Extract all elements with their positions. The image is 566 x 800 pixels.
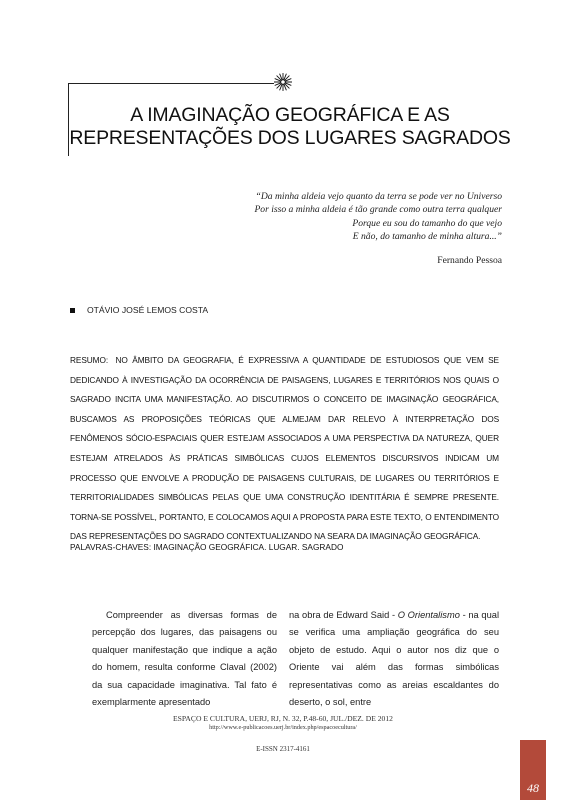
square-bullet-icon (70, 308, 75, 313)
sun-star-icon (274, 73, 292, 91)
footer-issn: E-ISSN 2317-4161 (256, 745, 310, 753)
body-column-left: Compreender as diversas formas de percepção dos lugares, das paisagens ou qualquer manifestação que indique a ação do homem, resulta conforme Claval (2002) da sua capacidade imaginativa. Tal fato é exemplarmente apresentado (92, 610, 277, 708)
book-title: O Orientalismo (397, 610, 460, 620)
body-right-text: na obra de Edward Said - (289, 610, 398, 620)
title-line-2: REPRESENTAÇÕES DOS LUGARES SAGRADOS (69, 127, 511, 149)
epigraph-author: Fernando Pessoa (437, 255, 502, 266)
title-frame-horizontal (68, 83, 274, 84)
epigraph-line: E não, do tamanho de minha altura...” (352, 231, 502, 243)
author-line (70, 305, 208, 315)
epigraph-line: Porque eu sou do tamanho do que vejo (352, 217, 502, 229)
epigraph-line: Por isso a minha aldeia é tão grande como outra terra qualquer (254, 204, 502, 216)
footer-url[interactable]: http://www.e-publicacoes.uerj.br/index.php/espacoecultura/ (209, 724, 357, 731)
abstract-text: NO ÂMBITO DA GEOGRAFIA, É EXPRESSIVA A QUANTIDADE DE ESTUDIOSOS QUE VEM SE DEDICANDO À INVESTIGAÇÃO DA OCORRÊNCIA DE PAISAGENS, LUGARES E TERRITÓRIOS NOS QUAIS O SAGRADO INCITA UMA MANIFESTAÇÃO. AO DISCUTIRMOS O CONCEITO DE IMAGINAÇÃO GEOGRÁFICA, BUSCAMOS AS PROPOSIÇÕES TEÓRICAS QUE ALMEJAM DAR RELEVO À INTERPRETAÇÃO DOS FENÔMENOS SÓCIO-ESPACIAIS QUER ESTEJAM ASSOCIADOS A UMA PERSPECTIVA DA NATUREZA, QUER ESTEJAM ATRELADOS ÀS PRÁTICAS SIMBÓLICAS CUJOS ELEMENTOS DISCURSIVOS INDICAM UM PROCESSO QUE ENVOLVE A PRODUÇÃO DE PAISAGENS CULTURAIS, DE LUGARES OU TERRITÓRIOS E TERRITORIALIDADES SIMBÓLICAS PELAS QUE UMA CONSTRUÇÃO IDENTITÁRIA É SEMPRE PRESENTE. TORNA-SE POSSÍVEL, PORTANTO, E COLOCAMOS AQUI A PROPOSTA PARA ESTE TEXTO, O ENTENDIMENTO DAS REPRESENTAÇÕES DO SAGRADO CONTEXTUALIZANDO NA SEARA DA IMAGINAÇÃO GEOGRÁFICA. (70, 355, 499, 542)
epigraph-line: “Da minha aldeia vejo quanto da terra se pode ver no Universo (255, 191, 502, 202)
abstract-label: RESUMO: (70, 355, 109, 365)
abstract (70, 351, 499, 547)
epigraph (254, 190, 502, 244)
page-number: 48 (527, 781, 539, 795)
title-line-1: A IMAGINAÇÃO GEOGRÁFICA E AS (130, 104, 450, 126)
author-name: OTÁVIO JOSÉ LEMOS COSTA (87, 305, 209, 315)
footer-journal: ESPAÇO E CULTURA, UERJ, RJ, N. 32, P.48-60, JUL./DEZ. DE 2012 (173, 714, 393, 723)
body-right-text-continued: - na qual se verifica uma ampliação geográfica do seu objeto de estudo. Aqui o autor nos diz que o Oriente vai além das formas simbólicas representativas como as areias escaldantes do deserto, o sol, entre (289, 610, 500, 708)
article-title (60, 104, 520, 150)
page-number-box (520, 740, 546, 800)
keywords: PALAVRAS-CHAVES: IMAGINAÇÃO GEOGRÁFICA. LUGAR. SAGRADO (70, 542, 344, 552)
body-column-right (289, 607, 499, 711)
